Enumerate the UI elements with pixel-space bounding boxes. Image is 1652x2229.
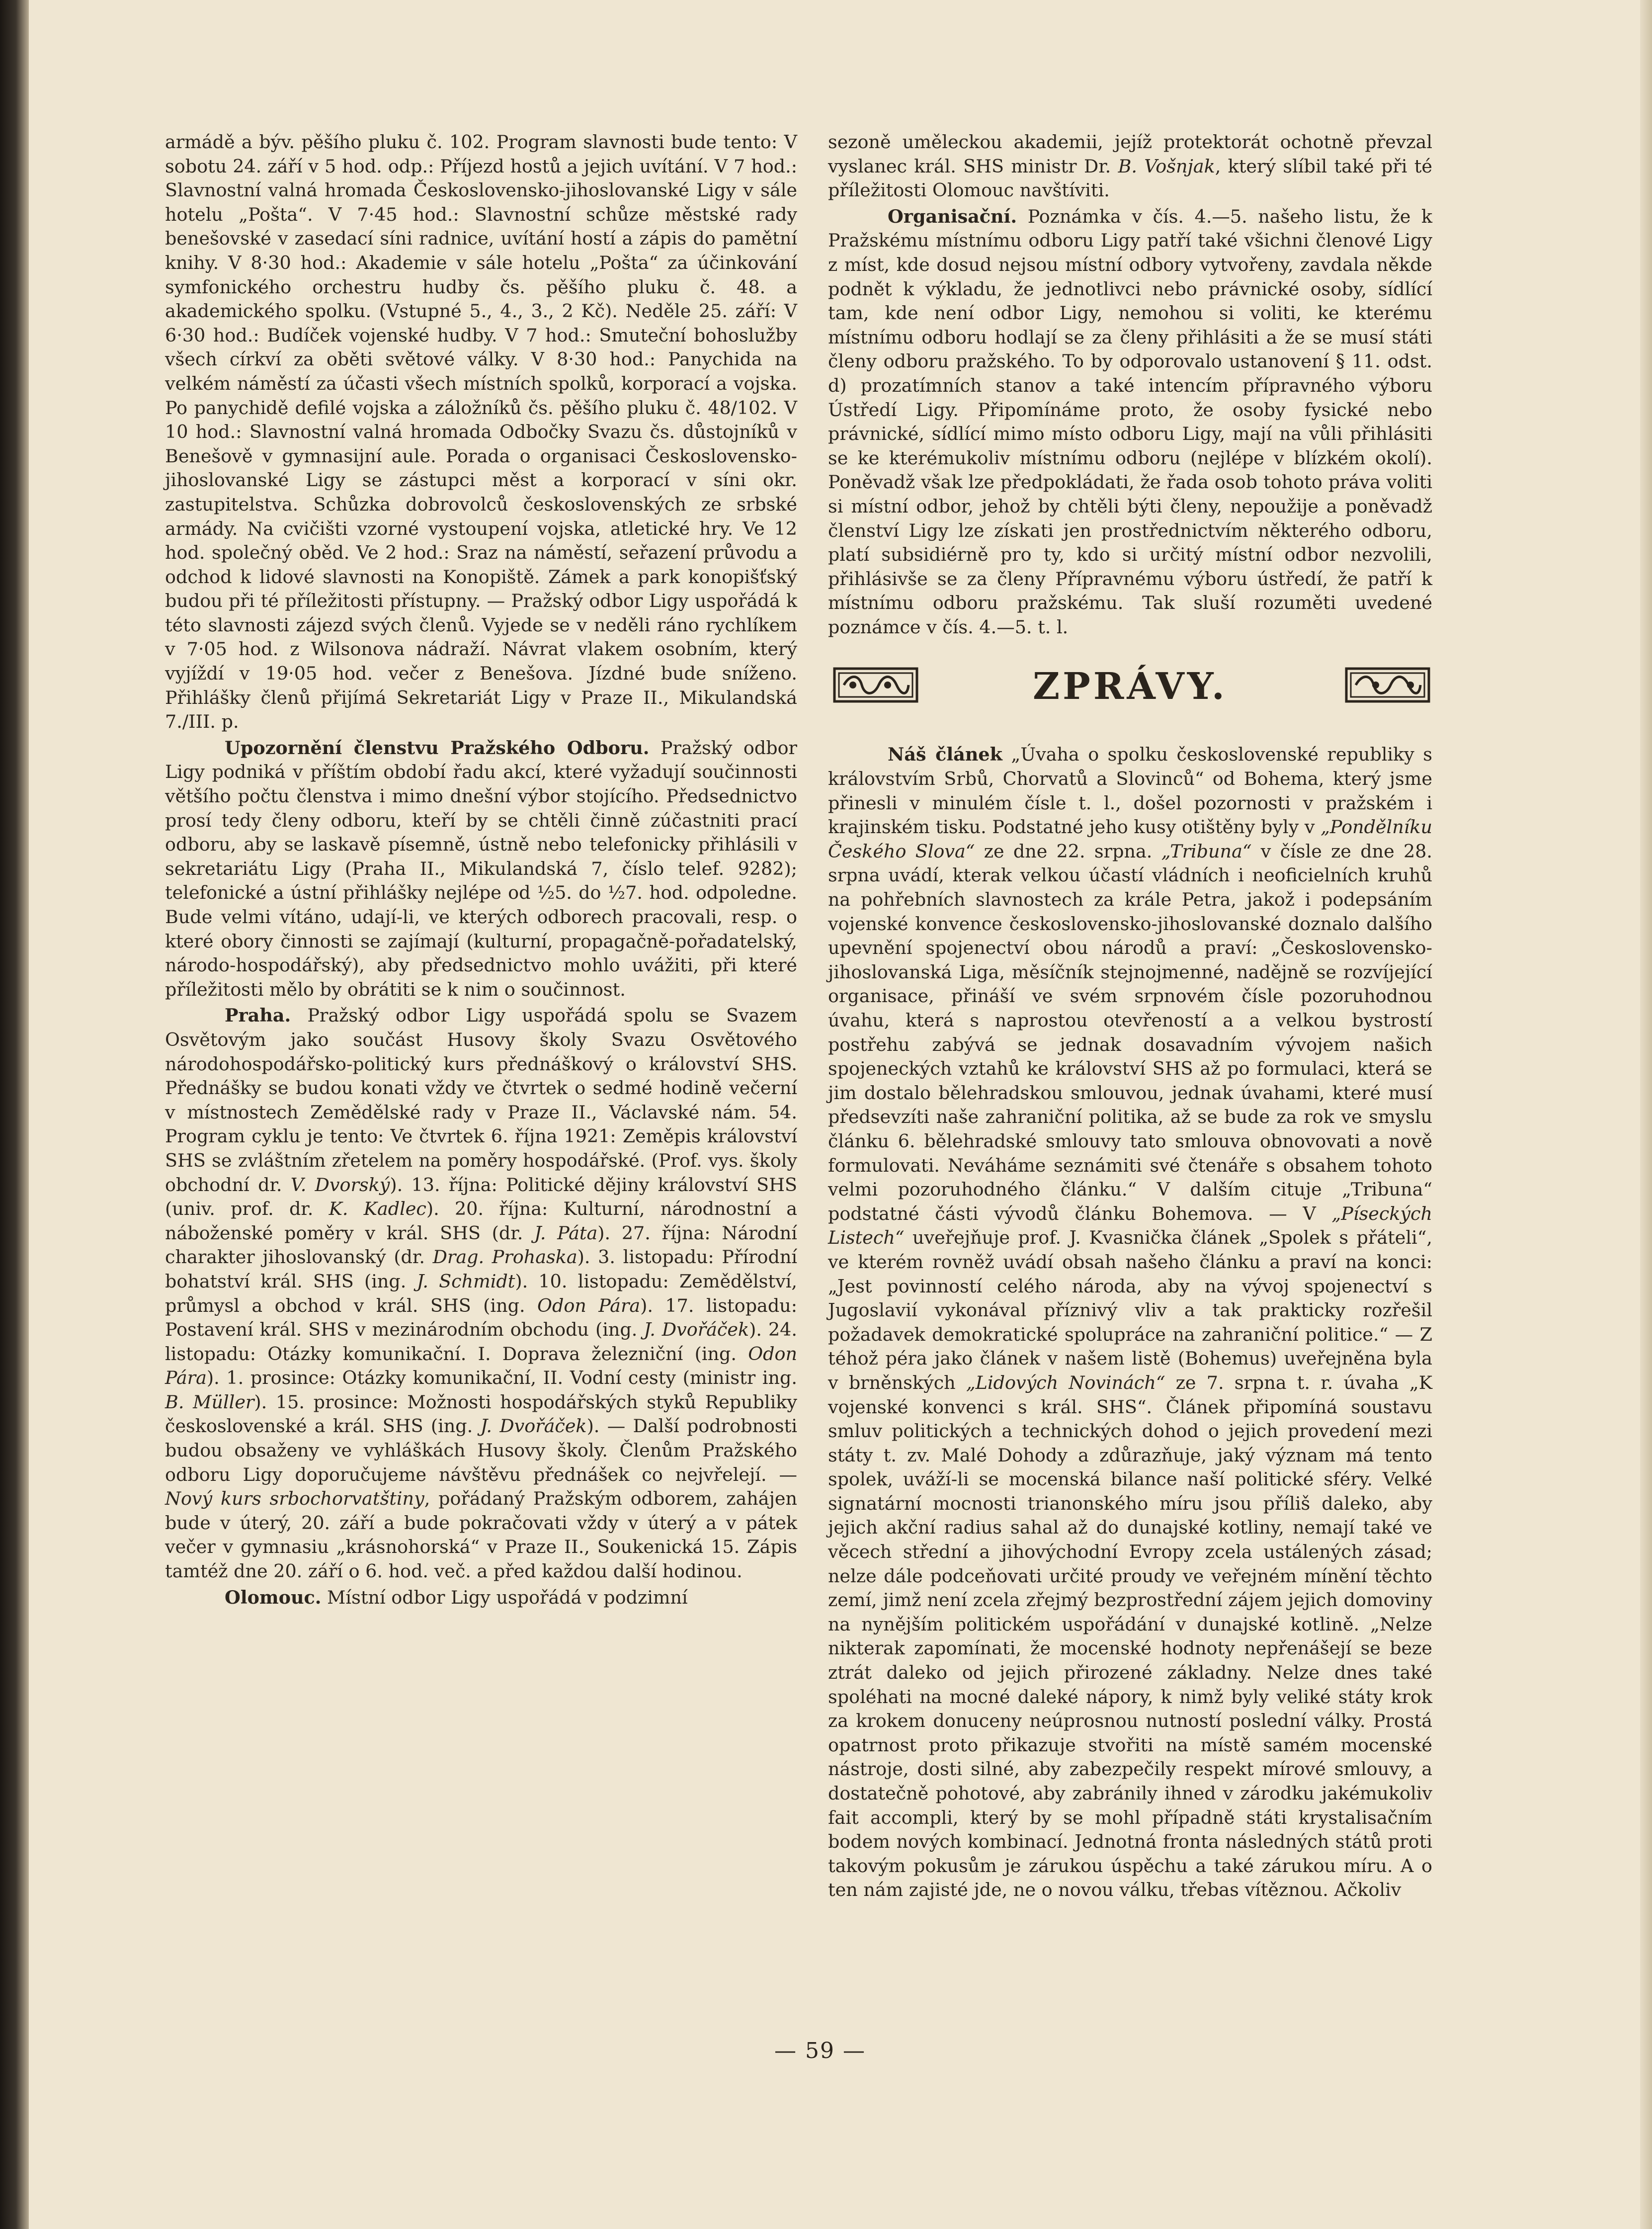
praha-text: ). 24. listopadu: Otázky komunikační. I. Doprava železniční (ing. bbox=[165, 1319, 798, 1365]
newspaper-title: „Lidových Novinách“ bbox=[966, 1372, 1165, 1393]
our-article-text: „Úvaha o spolku československé republiky s královstvím Srbů, Chorvatů a Slovinců“ od Bohema, který jsme přinesli v minulém čísle t. l., došel pozornosti v pražském i krajinském tisku. Podstatné jeho kusy otištěny byly v bbox=[828, 744, 1432, 838]
praha-text: ). — Další podrobnosti budou obsaženy ve vyhláškách Husovy školy. Členům Pražského odboru Ligy doporučujeme návštěvu přednášek co nejvřelejí. — bbox=[165, 1415, 798, 1485]
binding-spine bbox=[0, 0, 29, 2229]
praha-heading: Praha. bbox=[225, 1005, 291, 1027]
olomouc-heading: Olomouc. bbox=[225, 1586, 322, 1608]
left-column bbox=[165, 130, 797, 1610]
praha-text: , pořádaný Pražským odborem, zahájen bude v úterý, 20. září a bude pokračovati vždy v úterý a v pátek večer v gymnasiu „krásnohorská“ v Praze II., Soukenická 15. Zápis tamtéž dne 20. září o 6. hod. več. a před každou další hodinou. bbox=[165, 1488, 797, 1582]
our-article-text: uveřejňuje prof. J. Kvasnička článek „Spolek s přáteli“, ve kterém rovněž uvádí obsah našeho článku a praví na konci: „Jest povinností celého národa, aby na vývoj spojenectví s Jugoslavií vykonával příznivý vliv a tak prakticky rozřešil požadavek demokratické spolupráce na zahraniční politice.“ — Z téhož péra jako článek v našem listě (Bohemus) uveřejněna byla v brněnských bbox=[828, 1227, 1432, 1393]
praha-text: ). 15. prosince: Možnosti hospodářských styků Republiky československé a král. SHS (ing. bbox=[165, 1391, 797, 1437]
course-title: Nový kurs srbochorvatštiny bbox=[165, 1488, 424, 1510]
our-article-heading: Náš článek bbox=[888, 744, 1002, 766]
lecturer-name: V. Dvorský bbox=[290, 1174, 390, 1196]
page-number: — 59 — bbox=[774, 2038, 866, 2063]
olomouc-continued-paragraph bbox=[828, 130, 1432, 203]
our-article-text: ze dne 22. srpna. bbox=[975, 840, 1161, 862]
praha-text: ). 20. října: Kulturní, národnostní a náboženské poměry v král. SHS (dr. bbox=[165, 1198, 797, 1244]
lecturer-name: J. Dvořáček bbox=[644, 1319, 749, 1341]
right-column bbox=[828, 130, 1432, 1902]
lecturer-name: J. Dvořáček bbox=[480, 1415, 587, 1437]
our-article-text: ze 7. srpna t. r. úvaha „K vojenské konvenci s král. SHS“. Článek připomíná soustavu smluv politických a technických dohod o jejich provedení mezi státy t. zv. Malé Dohody a zdůrazňuje, jaký význam má tento spolek, uváží-li se mocenská bilance naší politické sféry. Velké signatární mocnosti trianonského míru jsou příliš daleko, aby jejich akční radius sahal až do dunajské kotliny, nemají také ve věcech střední a jihovýchodní Evropy zcela ustálených zásad; nelze dále podceňovati určité proudy ve veřejném mínění těchto zemí, jimž není zcela zřejmý bezprostřední zájem jejich domoviny na nynějším politickém uspořádání v dunajské kotlině. „Nelze nikterak zapomínati, že mocenské hodnoty nepřenášejí se beze ztrát daleko od jejich přirozené základny. Nelze dnes také spoléhati na mocné daleké nápory, k nimž byly veliké státy krok za krokem donuceny neúprosnou nutností poslední války. Prostá opatrnost proto přikazuje stvořiti na místě samém mocenské nástroje, dosti silné, aby zabezpečily respekt mírové smlouvy, a dostatečně pohotové, aby zabránily ihned v zárodku jakémukoliv fait accompli, který by se mohl případně státi krystalisačním bodem nových kombinací. Jednotná fronta následných států proti takovým pokusům je zárukou úspěchu a také zárukou míru. A o ten nám zajisté jde, ne o novou válku, třebas vítěznou. Ačkoliv bbox=[828, 1372, 1432, 1901]
newspaper-title: „Tribuna“ bbox=[1161, 840, 1252, 862]
lecturer-name: Drag. Prohaska bbox=[432, 1246, 578, 1268]
praha-text: ). 13. října: Politické dějiny království SHS (univ. prof. dr. bbox=[165, 1174, 798, 1220]
praha-text: ). 27. října: Národní charakter jihoslovanský (dr. bbox=[165, 1222, 797, 1268]
members-notice-paragraph bbox=[165, 736, 797, 1002]
olomouc-paragraph bbox=[165, 1586, 797, 1610]
benesov-program-paragraph: armádě a býv. pěšího pluku č. 102. Program slavnosti bude tento: V sobotu 24. září v 5 hod. odp.: Příjezd hostů a jejich uvítání. V 7 hod.: Slavnostní valná hromada Československo-jihoslovanské Ligy v sále hotelu „Pošta“. V 7·45 hod.: Slavnostní schůze městské rady benešovské v zasedací síni radnice, uvítání hostí a zápis do pamětní knihy. V 8·30 hod.: Akademie v sále hotelu „Pošta“ za účinkování symfonického orchestru hudby čs. pěšího pluku č. 48. a akademického spolku. (Vstupné 5., 4., 3., 2 Kč). Neděle 25. září: V 6·30 hod.: Budíček vojenské hudby. V 7 hod.: Smuteční bohoslužby všech církví za oběti světové války. V 8·30 hod.: Panychida na velkém náměstí za účasti všech místních spolků, korporací a vojska. Po panychidě defilé vojska a záložníků čs. pěšího pluku č. 48/102. V 10 hod.: Slavnostní valná hromada Odbočky Svazu čs. důstojníků v Benešově v gymnasijní aule. Porada o organisaci Československo-jihoslovanské Ligy se zástupci měst a korporací v síni okr. zastupitelstva. Schůzka dobrovolců československých ze srbské armády. Na cvičišti vzorné vystoupení vojska, atletické hry. Ve 12 hod. společný oběd. Ve 2 hod.: Sraz na náměstí, seřazení průvodu a odchod k lidové slavnosti na Konopiště. Zámek a park konopišťský budou při té příležitosti přístupny. — Pražský odbor Ligy uspořádá k této slavnosti zájezd svých členů. Vyjede se v neděli ráno rychlíkem v 7·05 hod. z Wilsonova nádraží. Návrat vlakem osobním, který vyjíždí v 19·05 hod. večer z Benešova. Jízdné bude sníženo. Přihlášky členů přijímá Sekretariát Ligy v Praze II., Mikulandská 7./III. p. bbox=[165, 131, 797, 733]
members-notice-text: Pražský odbor Ligy podniká v příštím období řadu akcí, které vyžadují součinnosti většího počtu členstva i mimo dnešní výbor stojícího. Předsednictvo prosí tedy členy odboru, kteří by se chtěli činně zúčastniti prací odboru, aby se laskavě písemně, ústně nebo telefonicky přihlásili v sekretariátu Ligy (Praha II., Mikulandská 7, číslo telef. 9282); telefonické a ústní přihlášky nejlépe od ½5. do ½7. hod. odpoledne. Bude velmi vítáno, udají-li, ve kterých odborech pracovali, resp. o které obory činnosti se zajímají (kulturní, propagačně-pořadatelský, národo-hospodářský), aby předsednictvo mohlo uvážiti, při které příležitosti mělo by obrátiti se k nim o součinnost. bbox=[165, 737, 797, 1000]
our-article-paragraph bbox=[828, 743, 1432, 1902]
news-section-header bbox=[828, 662, 1432, 708]
lecturer-name: Odon Pára bbox=[165, 1343, 797, 1389]
praha-text: Pražský odbor Ligy uspořádá spolu se Svazem Osvětovým jako součást Husovy školy Svazu Osvětového národohospodářsko-politický kurs přednáškový o království SHS. Přednášky se budou konati vždy ve čtvrtek o sedmé hodině večerní v místnostech Zemědělské rady v Praze II., Václavské nám. 54. Program cyklu je tento: Ve čtvrtek 6. října 1921: Zeměpis království SHS se zvláštním zřetelem na poměry hospodářské. (Prof. vys. školy obchodní dr. bbox=[165, 1005, 797, 1196]
newspaper-title: „Píseckých Listech“ bbox=[828, 1202, 1432, 1249]
news-section-title: ZPRÁVY. bbox=[1033, 665, 1228, 708]
lecturer-name: Odon Pára bbox=[537, 1294, 641, 1316]
our-article-text: v čísle ze dne 28. srpna uvádí, kterak velkou účastí vládních i neoficielních kruhů na pohřebních slavnostech za krále Petra, jakož i podepsáním vojenské konvence československo-jihoslovanské doznalo dalšího upevnění spojenectví obou národů a praví: „Československo-jihoslovanská Liga, měsíčník stejnojmenné, nadějně se rozvíjející organisace, přináší ve svém srpnovém čísle pozoruhodnou úvahu, která s naprostou otevřeností a a velkou bystrostí postřehu zabývá se jednak dosavadním vývojem našich spojeneckých vztahů ke království SHS až po formulaci, která se jim dostalo bělehradskou smlouvou, jednak úvahami, které musí předsevzíti naše zahraniční politika, až se bude za rok ve smyslu článku 6. bělehradské smlouvy tato smlouva obnovovati a nově formulovati. Neváháme seznámiti své čtenáře s obsahem tohoto velmi pozoruhodného článku.“ V dalším cituje „Tribuna“ podstatné části vývodů článku Bohemova. — V bbox=[828, 840, 1432, 1224]
minister-name: B. Vošnjak bbox=[1118, 155, 1215, 177]
lecturer-name: K. Kadlec bbox=[329, 1198, 426, 1220]
organisational-heading: Organisační. bbox=[888, 205, 1017, 227]
organisational-paragraph bbox=[828, 205, 1432, 640]
olomouc-continued-text: , který slíbil také při té příležitosti Olomouc navštíviti. bbox=[828, 155, 1433, 201]
ornament-right-icon bbox=[1345, 667, 1430, 703]
olomouc-continued-text: sezoně uměleckou akademii, jejíž protektorát ochotně převzal vyslanec král. SHS ministr Dr. bbox=[828, 131, 1432, 177]
newspaper-title: „Pondělníku Českého Slova“ bbox=[828, 816, 1433, 862]
lecturer-name: B. Müller bbox=[165, 1391, 254, 1413]
members-notice-heading: Upozornění členstvu Pražského Odboru. bbox=[225, 737, 650, 759]
praha-text: ). 3. listopadu: Přírodní bohatství král. SHS (ing. bbox=[165, 1246, 798, 1292]
olomouc-text: Místní odbor Ligy uspořádá v podzimní bbox=[321, 1586, 688, 1608]
praha-text: ). 1. prosince: Otázky komunikační, II. Vodní cesty (ministr ing. bbox=[206, 1367, 797, 1389]
lecturer-name: J. Páta bbox=[534, 1222, 598, 1244]
lecturer-name: J. Schmidt bbox=[416, 1270, 515, 1292]
praha-text: ). 10. listopadu: Zemědělství, průmysl a obchod v král. SHS (ing. bbox=[165, 1270, 797, 1316]
page-edge bbox=[1640, 0, 1652, 2229]
praha-text: ). 17. listopadu: Postavení král. SHS v mezinárodním obchodu (ing. bbox=[165, 1294, 797, 1341]
praha-paragraph bbox=[165, 1004, 797, 1583]
organisational-text: Poznámka v čís. 4.—5. našeho listu, že k Pražskému místnímu odboru Ligy patří také všichni členové Ligy z míst, kde dosud nejsou místní odbory vytvořeny, zavdala někde podnět k výkladu, že jednotlivci nebo právnické osoby, sídlící tam, kde není odbor Ligy, nemohou si voliti, ke kterému místnímu odboru hodlají se za členy přihlásiti a že se musí státi členy odboru pražského. To by odporovalo ustanovení § 11. odst. d) prozatímních stanov a také intencím přípravného výboru Ústředí Ligy. Připomínáme proto, že osoby fysické nebo právnické, sídlící mimo místo odboru Ligy, mají na vůli přihlásiti se ke kterémukoliv místnímu odboru (nejlépe v blízkém okolí). Poněvadž však lze předpokládati, že řada osob tohoto práva voliti si místní odbor, jehož by chtěli býti členy, nepoužije a poněvadž členství Ligy lze získati jen prostřednictvím některého odboru, platí subsidiérně pro ty, kdo si určitý místní odbor nezvolili, přihlásivše se za členy Přípravnému výboru ústředí, že patří k místnímu odboru pražskému. Tak sluší rozuměti uvedené poznámce v čís. 4.—5. t. l. bbox=[828, 205, 1432, 638]
